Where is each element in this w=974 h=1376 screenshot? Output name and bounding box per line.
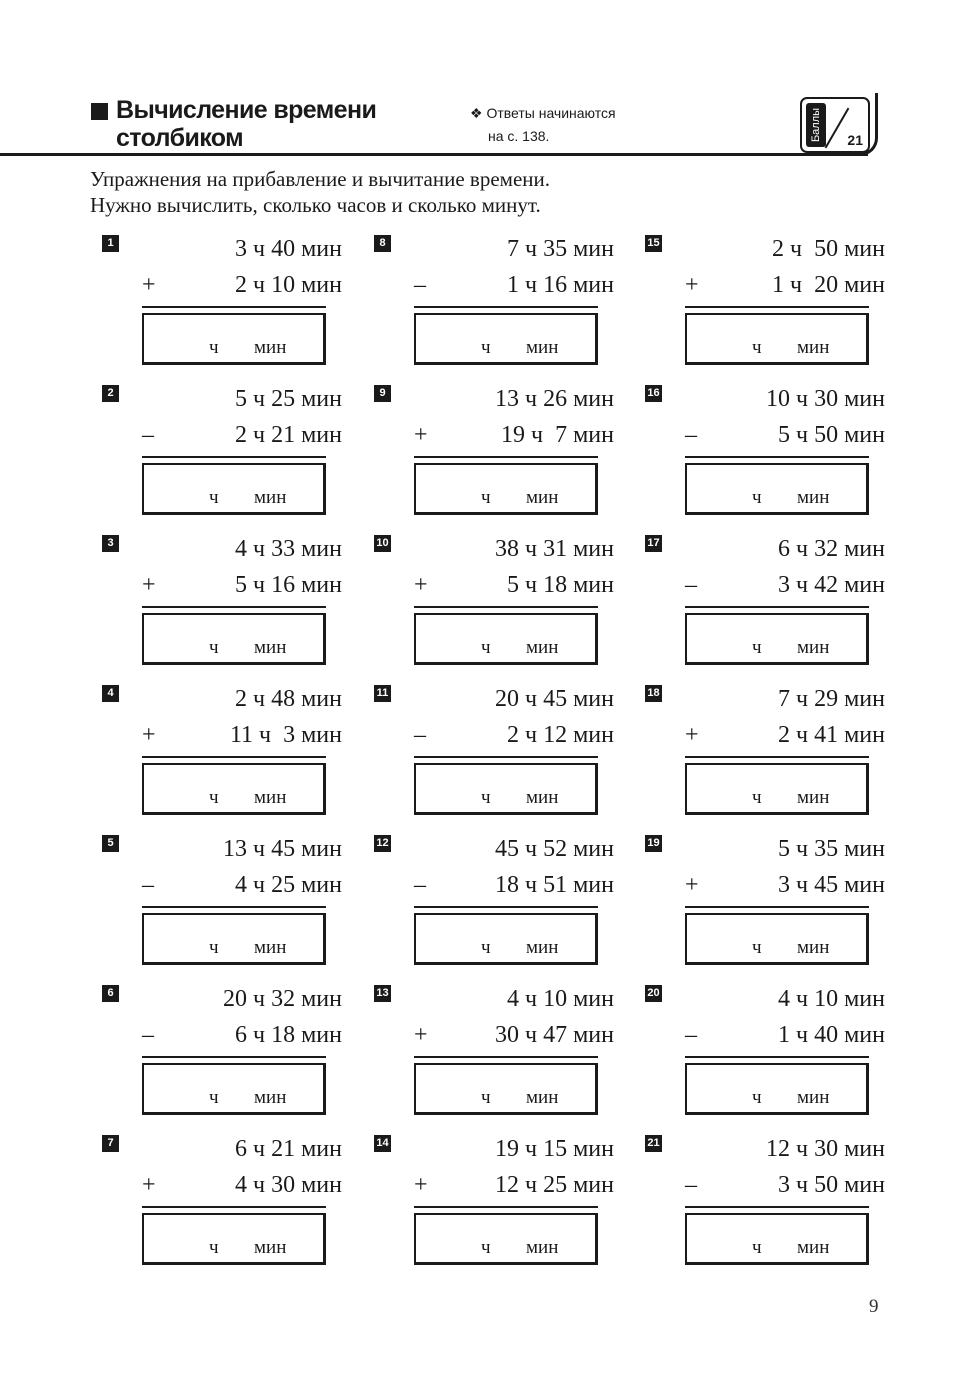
second-operand: 3 ч 45 мин <box>778 872 885 898</box>
operator-sign: – <box>414 272 426 298</box>
answers-note-line-2: на с. 138. <box>488 128 550 144</box>
operator-sign: – <box>685 422 697 448</box>
second-operand: 1 ч 16 мин <box>507 272 614 298</box>
exercise-16 <box>645 378 905 528</box>
first-operand: 13 ч 26 мин <box>495 386 614 412</box>
operator-sign: + <box>685 872 699 898</box>
exercise-number: 19 <box>645 835 662 852</box>
second-operand: 12 ч 25 мин <box>495 1172 614 1198</box>
exercise-column <box>645 228 905 1278</box>
hours-unit-label: ч <box>481 337 491 358</box>
hours-unit-label: ч <box>209 1237 219 1258</box>
exercise-number: 7 <box>102 1135 119 1152</box>
second-operand: 30 ч 47 мин <box>495 1022 614 1048</box>
minutes-unit-label: мин <box>797 937 830 958</box>
hours-unit-label: ч <box>752 937 762 958</box>
first-operand: 20 ч 45 мин <box>495 686 614 712</box>
exercise-number: 17 <box>645 535 662 552</box>
operator-sign: – <box>685 572 697 598</box>
first-operand: 7 ч 29 мин <box>778 686 885 712</box>
operator-sign: + <box>142 1172 156 1198</box>
exercise-number: 1 <box>102 235 119 252</box>
minutes-unit-label: мин <box>254 1237 287 1258</box>
first-operand: 6 ч 21 мин <box>235 1136 342 1162</box>
hours-unit-label: ч <box>481 1237 491 1258</box>
operator-sign: + <box>685 722 699 748</box>
second-operand: 2 ч 41 мин <box>778 722 885 748</box>
title-line-1: Вычисление времени <box>116 96 377 124</box>
second-operand: 5 ч 16 мин <box>235 572 342 598</box>
hours-unit-label: ч <box>752 787 762 808</box>
hours-unit-label: ч <box>752 637 762 658</box>
second-operand: 11 ч 3 мин <box>229 722 342 748</box>
second-operand: 5 ч 50 мин <box>778 422 885 448</box>
second-operand: 19 ч 7 мин <box>501 422 614 448</box>
hours-unit-label: ч <box>209 487 219 508</box>
minutes-unit-label: мин <box>254 337 287 358</box>
answer-box[interactable] <box>414 463 598 515</box>
score-total: 21 <box>847 132 863 148</box>
sum-rule <box>414 1056 598 1058</box>
sum-rule <box>142 456 326 458</box>
hours-unit-label: ч <box>209 637 219 658</box>
second-operand: 4 ч 25 мин <box>235 872 342 898</box>
answer-box[interactable] <box>142 313 326 365</box>
exercise-20 <box>645 978 905 1128</box>
answer-box[interactable] <box>142 1063 326 1115</box>
second-operand: 2 ч 12 мин <box>507 722 614 748</box>
first-operand: 12 ч 30 мин <box>766 1136 885 1162</box>
exercise-17 <box>645 528 905 678</box>
answer-box[interactable] <box>685 313 869 365</box>
answer-box[interactable] <box>685 913 869 965</box>
exercise-number: 11 <box>374 685 391 702</box>
page-title <box>116 96 376 152</box>
exercise-number: 4 <box>102 685 119 702</box>
answer-box[interactable] <box>685 1063 869 1115</box>
answers-note <box>470 102 616 148</box>
first-operand: 20 ч 32 мин <box>223 986 342 1012</box>
answer-box[interactable] <box>414 1063 598 1115</box>
operator-sign: + <box>414 1022 428 1048</box>
minutes-unit-label: мин <box>797 487 830 508</box>
exercise-6 <box>102 978 362 1128</box>
first-operand: 10 ч 30 мин <box>766 386 885 412</box>
sum-rule <box>142 756 326 758</box>
sum-rule <box>414 1206 598 1208</box>
minutes-unit-label: мин <box>254 1087 287 1108</box>
exercise-number: 16 <box>645 385 662 402</box>
sum-rule <box>685 456 869 458</box>
exercise-number: 10 <box>374 535 391 552</box>
exercise-number: 20 <box>645 985 662 1002</box>
exercise-column <box>102 228 362 1278</box>
instructions <box>90 166 550 218</box>
minutes-unit-label: мин <box>526 637 559 658</box>
sum-rule <box>414 906 598 908</box>
sum-rule <box>685 1206 869 1208</box>
second-operand: 5 ч 18 мин <box>507 572 614 598</box>
hours-unit-label: ч <box>209 787 219 808</box>
exercise-1 <box>102 228 362 378</box>
exercise-number: 18 <box>645 685 662 702</box>
operator-sign: + <box>414 572 428 598</box>
exercise-18 <box>645 678 905 828</box>
exercise-10 <box>374 528 634 678</box>
sum-rule <box>685 606 869 608</box>
header-rule <box>0 153 868 156</box>
first-operand: 4 ч 33 мин <box>235 536 342 562</box>
first-operand: 5 ч 25 мин <box>235 386 342 412</box>
first-operand: 4 ч 10 мин <box>778 986 885 1012</box>
answer-box[interactable] <box>414 313 598 365</box>
score-label: Баллы <box>810 107 822 143</box>
exercise-12 <box>374 828 634 978</box>
sum-rule <box>142 306 326 308</box>
exercise-number: 8 <box>374 235 391 252</box>
sum-rule <box>414 606 598 608</box>
operator-sign: + <box>142 572 156 598</box>
answer-box[interactable] <box>142 613 326 665</box>
second-operand: 4 ч 30 мин <box>235 1172 342 1198</box>
operator-sign: – <box>414 722 426 748</box>
hours-unit-label: ч <box>209 337 219 358</box>
exercise-15 <box>645 228 905 378</box>
minutes-unit-label: мин <box>526 937 559 958</box>
hours-unit-label: ч <box>481 937 491 958</box>
second-operand: 3 ч 50 мин <box>778 1172 885 1198</box>
first-operand: 3 ч 40 мин <box>235 236 342 262</box>
sum-rule <box>142 606 326 608</box>
sum-rule <box>142 906 326 908</box>
answer-box[interactable] <box>142 463 326 515</box>
hours-unit-label: ч <box>481 637 491 658</box>
operator-sign: – <box>142 872 154 898</box>
sum-rule <box>142 1056 326 1058</box>
sum-rule <box>685 306 869 308</box>
exercise-number: 15 <box>645 235 662 252</box>
answer-box[interactable] <box>414 913 598 965</box>
minutes-unit-label: мин <box>526 1237 559 1258</box>
exercise-column <box>374 228 634 1278</box>
answer-box[interactable] <box>685 463 869 515</box>
sum-rule <box>685 1056 869 1058</box>
score-label-tab <box>806 103 826 147</box>
instructions-line-2: Нужно вычислить, сколько часов и сколько минут. <box>90 193 541 217</box>
answer-box[interactable] <box>414 763 598 815</box>
exercise-number: 13 <box>374 985 391 1002</box>
first-operand: 4 ч 10 мин <box>507 986 614 1012</box>
first-operand: 7 ч 35 мин <box>507 236 614 262</box>
answer-box[interactable] <box>142 913 326 965</box>
exercise-number: 5 <box>102 835 119 852</box>
exercise-3 <box>102 528 362 678</box>
first-operand: 19 ч 15 мин <box>495 1136 614 1162</box>
first-operand: 13 ч 45 мин <box>223 836 342 862</box>
first-operand: 38 ч 31 мин <box>495 536 614 562</box>
exercise-number: 9 <box>374 385 391 402</box>
answer-box[interactable] <box>685 1213 869 1265</box>
first-operand: 2 ч 48 мин <box>235 686 342 712</box>
sum-rule <box>142 1206 326 1208</box>
sum-rule <box>414 456 598 458</box>
operator-sign: + <box>685 272 699 298</box>
hours-unit-label: ч <box>209 937 219 958</box>
exercise-14 <box>374 1128 634 1278</box>
first-operand: 6 ч 32 мин <box>778 536 885 562</box>
operator-sign: + <box>142 722 156 748</box>
hours-unit-label: ч <box>752 1237 762 1258</box>
exercise-11 <box>374 678 634 828</box>
second-operand: 3 ч 42 мин <box>778 572 885 598</box>
hours-unit-label: ч <box>752 1087 762 1108</box>
sum-rule <box>414 306 598 308</box>
minutes-unit-label: мин <box>254 487 287 508</box>
first-operand: 5 ч 35 мин <box>778 836 885 862</box>
exercise-8 <box>374 228 634 378</box>
operator-sign: – <box>414 872 426 898</box>
answer-box[interactable] <box>685 613 869 665</box>
minutes-unit-label: мин <box>526 1087 559 1108</box>
sum-rule <box>685 756 869 758</box>
operator-sign: – <box>685 1172 697 1198</box>
exercise-9 <box>374 378 634 528</box>
hours-unit-label: ч <box>752 487 762 508</box>
minutes-unit-label: мин <box>254 787 287 808</box>
minutes-unit-label: мин <box>797 787 830 808</box>
first-operand: 45 ч 52 мин <box>495 836 614 862</box>
operator-sign: + <box>142 272 156 298</box>
operator-sign: – <box>685 1022 697 1048</box>
exercise-number: 3 <box>102 535 119 552</box>
exercise-13 <box>374 978 634 1128</box>
second-operand: 2 ч 10 мин <box>235 272 342 298</box>
answer-box[interactable] <box>414 1213 598 1265</box>
exercise-number: 6 <box>102 985 119 1002</box>
second-operand: 18 ч 51 мин <box>495 872 614 898</box>
first-operand: 2 ч 50 мин <box>772 236 885 262</box>
exercise-number: 21 <box>645 1135 662 1152</box>
minutes-unit-label: мин <box>526 787 559 808</box>
exercise-number: 12 <box>374 835 391 852</box>
header-corner-curve <box>858 93 878 156</box>
minutes-unit-label: мин <box>254 637 287 658</box>
instructions-line-1: Упражнения на прибавление и вычитание времени. <box>90 167 551 191</box>
operator-sign: + <box>414 422 428 448</box>
sum-rule <box>414 756 598 758</box>
second-operand: 1 ч 40 мин <box>778 1022 885 1048</box>
operator-sign: – <box>142 422 154 448</box>
hours-unit-label: ч <box>209 1087 219 1108</box>
score-slash-divider <box>825 108 850 149</box>
answer-box[interactable] <box>142 1213 326 1265</box>
operator-sign: – <box>142 1022 154 1048</box>
answers-note-line-1: ❖ Ответы начинаются <box>470 105 616 121</box>
minutes-unit-label: мин <box>797 1237 830 1258</box>
title-line-2: столбиком <box>116 124 244 152</box>
answer-box[interactable] <box>142 763 326 815</box>
exercise-19 <box>645 828 905 978</box>
answer-box[interactable] <box>414 613 598 665</box>
minutes-unit-label: мин <box>526 337 559 358</box>
exercise-5 <box>102 828 362 978</box>
operator-sign: + <box>414 1172 428 1198</box>
second-operand: 1 ч 20 мин <box>772 272 885 298</box>
hours-unit-label: ч <box>481 1087 491 1108</box>
minutes-unit-label: мин <box>797 337 830 358</box>
hours-unit-label: ч <box>481 487 491 508</box>
sum-rule <box>685 906 869 908</box>
second-operand: 6 ч 18 мин <box>235 1022 342 1048</box>
second-operand: 2 ч 21 мин <box>235 422 342 448</box>
minutes-unit-label: мин <box>254 937 287 958</box>
minutes-unit-label: мин <box>797 1087 830 1108</box>
title-bullet-icon <box>91 103 108 120</box>
hours-unit-label: ч <box>481 787 491 808</box>
hours-unit-label: ч <box>752 337 762 358</box>
exercise-7 <box>102 1128 362 1278</box>
exercise-number: 14 <box>374 1135 391 1152</box>
page-number: 9 <box>869 1296 879 1317</box>
exercise-2 <box>102 378 362 528</box>
answer-box[interactable] <box>685 763 869 815</box>
exercise-21 <box>645 1128 905 1278</box>
minutes-unit-label: мин <box>797 637 830 658</box>
minutes-unit-label: мин <box>526 487 559 508</box>
exercise-number: 2 <box>102 385 119 402</box>
exercise-4 <box>102 678 362 828</box>
